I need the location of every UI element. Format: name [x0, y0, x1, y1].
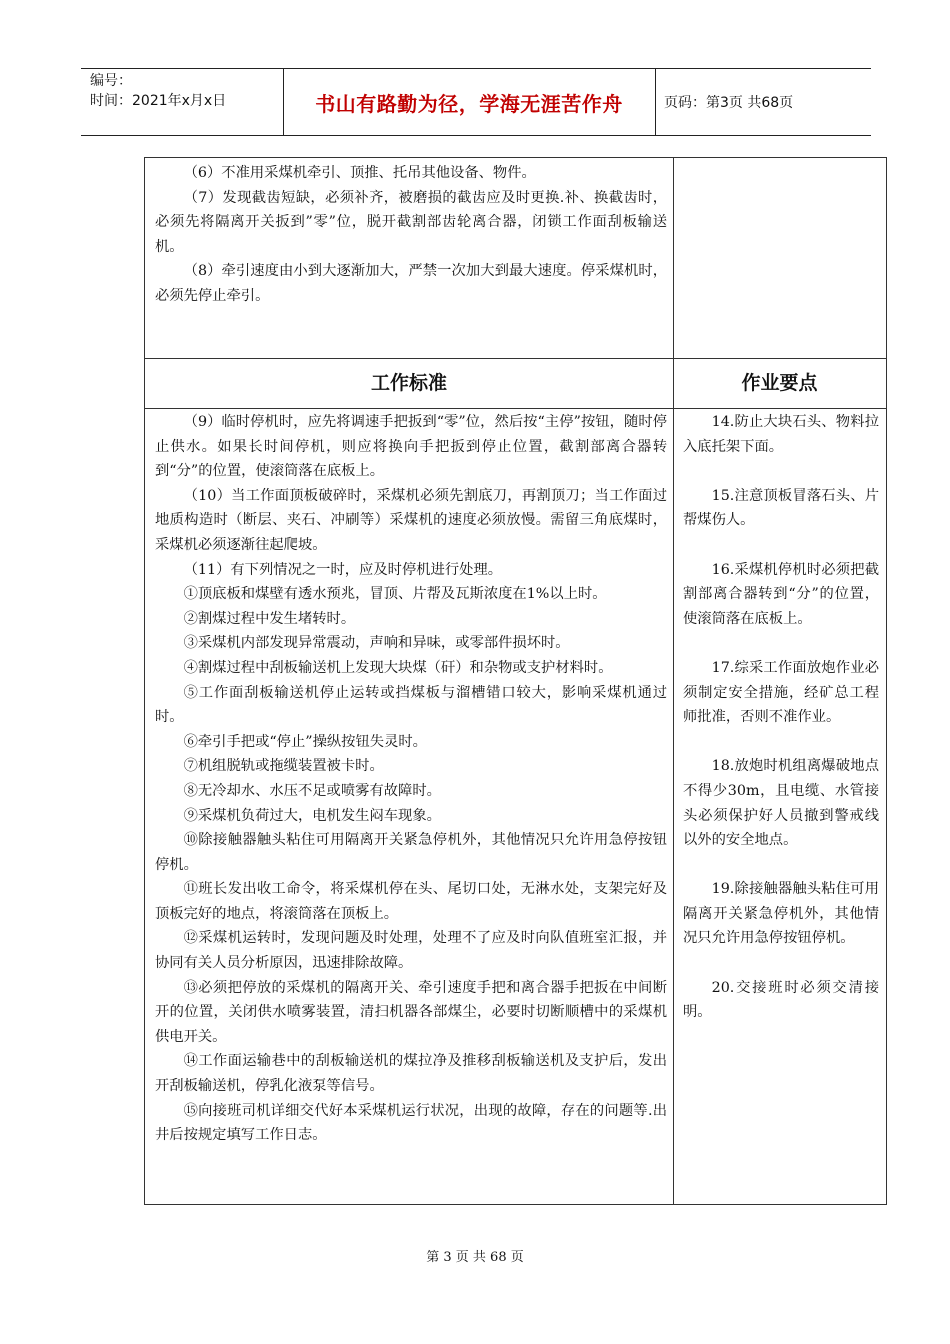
key-point-paragraph: 15.注意顶板冒落石头、片帮煤伤人。 — [683, 487, 879, 529]
header-divider — [655, 68, 656, 135]
standard-paragraph: （6）不准用采煤机牵引、顶推、托吊其他设备、物件。 — [183, 165, 536, 181]
standard-paragraph: （8）牵引速度由小到大逐渐加大，严禁一次加大到最大速度。停采煤机时，必须先停止牵引。 — [155, 263, 667, 304]
standard-paragraph: ③采煤机内部发现异常震动，声响和异味，或零部件损坏时。 — [183, 635, 570, 652]
standard-paragraph: ①顶底板和煤壁有透水预兆，冒顶、片帮及瓦斯浓度在1%以上时。 — [183, 586, 607, 603]
key-point-paragraph: 18.放炮时机组离爆破地点不得少30m，且电缆、水管接头必须保护好人员撤到警戒线以外的安全地点。 — [683, 758, 879, 849]
standard-paragraph: ⑬必须把停放的采煤机的隔离开关、牵引速度手把和离合器手把扳在中间断开的位置，关闭供水喷雾装置，清扫机器各部煤尘，必要时切断顺槽中的采煤机供电开关。 — [155, 979, 667, 1045]
standard-paragraph: ④割煤过程中刮板输送机上发现大块煤（矸）和杂物或支护材料时。 — [183, 659, 613, 676]
row-divider — [145, 408, 886, 409]
page-footer: 第 3 页 共 68 页 — [426, 1250, 524, 1265]
header-bottom-rule — [81, 135, 871, 136]
standard-paragraph: （10）当工作面顶板破碎时，采煤机必须先割底刀，再割顶刀；当工作面过地质构造时（断层、夹石、冲刷等）采煤机的速度必须放慢。需留三角底煤时，采煤机必须逐渐往起爬坡。 — [155, 487, 667, 553]
standard-paragraph: ⑫采煤机运转时，发现问题及时处理，处理不了应及时向队值班室汇报，并协同有关人员分析原因，迅速排除故障。 — [155, 930, 667, 972]
key-point-paragraph: 14.防止大块石头、物料拉入底托架下面。 — [683, 414, 879, 455]
heading-key-points: 作业要点 — [741, 372, 818, 394]
heading-work-standard: 工作标准 — [370, 372, 447, 394]
key-points-cell — [683, 410, 879, 1025]
header-page-info: 页码：第3页 共68页 — [664, 95, 794, 111]
key-point-paragraph: 17.综采工作面放炮作业必须制定安全措施，经矿总工程师批准，否则不准作业。 — [683, 659, 879, 726]
standard-paragraph: ⑮向接班司机详细交代好本采煤机运行状况，出现的故障，存在的问题等.出井后按规定填写工作日志。 — [155, 1102, 667, 1144]
standard-paragraph: （11）有下列情况之一时，应及时停机进行处理。 — [183, 561, 503, 578]
key-point-paragraph: 16.采煤机停机时必须把截割部离合器转到“分”的位置，使滚筒落在底板上。 — [683, 561, 879, 627]
standard-paragraph: ⑥牵引手把或“停止”操纵按钮失灵时。 — [183, 733, 427, 750]
work-standard-cell — [155, 410, 667, 1148]
standard-paragraph: （9）临时停机时，应先将调速手把扳到“零”位，然后按“主停”按钮，随时停止供水。如果长时间停机，则应将换向手把扳到停止位置，截割部离合器转到“分”的位置，使滚筒落在底板上。 — [155, 414, 667, 480]
standard-paragraph: ⑨采煤机负荷过大，电机发生闷车现象。 — [183, 807, 441, 824]
standard-paragraph: ⑭工作面运输巷中的刮板输送机的煤拉净及推移刮板输送机及支护后，发出开刮板输送机，停乳化液泵等信号。 — [155, 1053, 667, 1095]
standard-paragraph: ⑤工作面刮板输送机停止运转或挡煤板与溜槽错口较大，影响采煤机通过时。 — [155, 684, 667, 726]
document-date: 时间：2021年x月x日 — [90, 93, 227, 109]
standard-paragraph: ⑪班长发出收工命令，将采煤机停在头、尾切口处，无淋水处，支架完好及顶板完好的地点，将滚筒落在顶板上。 — [155, 881, 667, 922]
top-standards-cell — [155, 161, 667, 309]
standard-paragraph: （7）发现截齿短缺，必须补齐，被磨损的截齿应及时更换.补、换截齿时，必须先将隔离开关扳到”零”位，脱开截割部齿轮离合器，闭锁工作面刮板输送机。 — [155, 189, 667, 255]
key-point-paragraph: 20.交接班时必须交清接明。 — [683, 979, 879, 1021]
document-code: 编号： — [90, 73, 132, 89]
standards-table — [144, 157, 887, 1205]
header-motto: 书山有路勤为径，学海无涯苦作舟 — [315, 92, 623, 116]
standard-paragraph: ⑧无冷却水、水压不足或喷雾有故障时。 — [183, 782, 441, 799]
standard-paragraph: ②割煤过程中发生堵转时。 — [183, 610, 356, 627]
key-point-paragraph: 19.除接触器触头粘住可用隔离开关紧急停机外，其他情况只允许用急停按钮停机。 — [683, 881, 879, 947]
standard-paragraph: ⑩除接触器触头粘住可用隔离开关紧急停机外，其他情况只允许用急停按钮停机。 — [155, 832, 667, 873]
column-divider — [673, 158, 674, 1204]
header-top-rule — [81, 68, 871, 69]
standard-paragraph: ⑦机组脱轨或拖缆装置被卡时。 — [183, 758, 384, 775]
header-meta — [90, 71, 226, 111]
